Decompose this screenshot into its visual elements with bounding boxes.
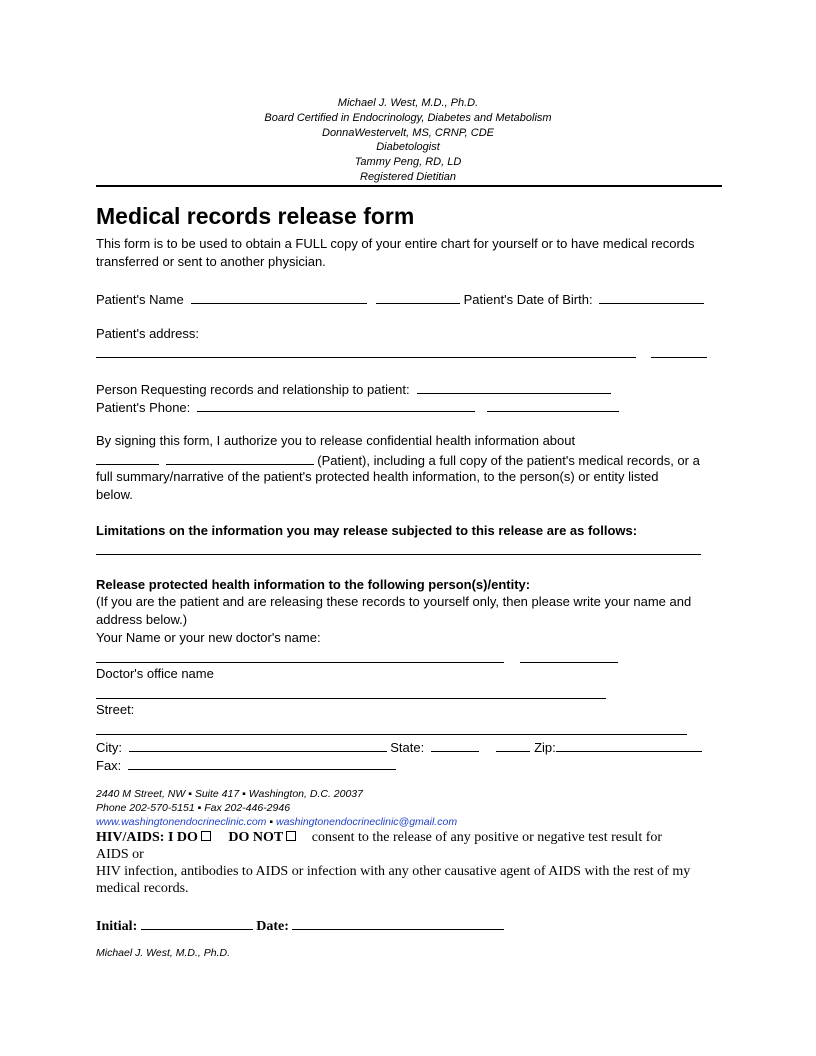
- requester-field[interactable]: [417, 380, 611, 394]
- street-label: Street:: [96, 702, 135, 717]
- practitioner-name: DonnaWestervelt, MS, CRNP, CDE: [322, 127, 494, 139]
- dietitian-role: Registered Dietitian: [360, 171, 456, 183]
- clinic-email-link[interactable]: washingtonendocrineclinic@gmail.com: [275, 816, 458, 828]
- release-note-2: address below.): [96, 612, 188, 627]
- address-zip-field[interactable]: [651, 357, 707, 358]
- clinic-phone: Phone 202-570-5151 ▪ Fax 202-446-2946: [96, 802, 291, 814]
- fax-label: Fax:: [96, 758, 122, 773]
- phone-row: [96, 398, 619, 415]
- state-field[interactable]: [431, 738, 479, 752]
- patient-name-row: [96, 290, 704, 307]
- initial-field[interactable]: [141, 915, 253, 930]
- signature-row: [96, 915, 504, 935]
- doctor-certification: Board Certified in Endocrinology, Diabetes and Metabolism: [264, 112, 552, 124]
- city-field[interactable]: [129, 738, 387, 752]
- phone-field[interactable]: [197, 398, 475, 412]
- requester-label: Person Requesting records and relationship to patient:: [96, 382, 410, 397]
- patient-name-label: Patient's Name: [96, 292, 184, 307]
- address-label: Patient's address:: [96, 326, 199, 341]
- date-label: Date:: [256, 919, 289, 934]
- requester-row: [96, 380, 611, 397]
- page-title: Medical records release form: [96, 203, 415, 229]
- hiv-do-not-label: DO NOT: [228, 830, 284, 845]
- zip-field[interactable]: [556, 738, 702, 752]
- hiv-text-3: HIV infection, antibodies to AIDS or infection with any other causative agent of AIDS with the rest of my: [96, 864, 691, 879]
- clinic-address: 2440 M Street, NW ▪ Suite 417 ▪ Washington, D.C. 20037: [96, 788, 363, 800]
- header-divider: [96, 185, 722, 187]
- fax-row: [96, 756, 396, 773]
- state-label: State:: [390, 740, 425, 755]
- hiv-consent-row: [96, 830, 662, 846]
- intro-line-1: This form is to be used to obtain a FULL copy of your entire chart for yourself or to have medical records: [96, 236, 695, 251]
- clinic-website-link[interactable]: www.washingtonendocrineclinic.com: [96, 816, 267, 828]
- intro-line-2: transferred or sent to another physician.: [96, 254, 326, 269]
- auth-line-2-row: [96, 451, 700, 468]
- dietitian-name: Tammy Peng, RD, LD: [354, 156, 462, 168]
- address-field[interactable]: [96, 357, 636, 358]
- auth-line-2: (Patient), including a full copy of the patient's medical records, or a: [317, 453, 700, 468]
- limitations-field[interactable]: [96, 554, 701, 555]
- hiv-label: HIV/AIDS:: [96, 830, 165, 845]
- practitioner-role: Diabetologist: [376, 141, 440, 153]
- initial-label: Initial:: [96, 919, 138, 934]
- auth-line-4: below.: [96, 487, 133, 502]
- i-do-checkbox[interactable]: [201, 831, 211, 841]
- auth-line-1: By signing this form, I authorize you to release confidential health information about: [96, 433, 576, 448]
- your-name-label: Your Name or your new doctor's name:: [96, 630, 321, 645]
- footer-name: Michael J. West, M.D., Ph.D.: [96, 947, 231, 959]
- do-not-checkbox[interactable]: [286, 831, 296, 841]
- zip-label: Zip:: [534, 740, 556, 755]
- release-note-1: (If you are the patient and are releasing these records to yourself only, then please write your name and: [96, 594, 692, 609]
- your-name-field[interactable]: [96, 662, 504, 663]
- fax-field[interactable]: [128, 756, 396, 770]
- dob-label: Patient's Date of Birth:: [463, 292, 593, 307]
- office-label: Doctor's office name: [96, 666, 214, 681]
- phone-label: Patient's Phone:: [96, 400, 191, 415]
- alt-phone-field[interactable]: [487, 398, 619, 412]
- street-field[interactable]: [96, 734, 687, 735]
- hiv-text-4: medical records.: [96, 881, 189, 896]
- hiv-i-do-label: I DO: [167, 830, 198, 845]
- limitations-label: Limitations on the information you may release subjected to this release are as follows:: [96, 523, 638, 538]
- auth-patient-last-field[interactable]: [166, 451, 314, 465]
- office-field[interactable]: [96, 698, 606, 699]
- state-extra-field[interactable]: [496, 738, 530, 752]
- patient-last-name-field[interactable]: [376, 290, 460, 304]
- clinic-web-row: [96, 816, 457, 828]
- date-field[interactable]: [292, 915, 504, 930]
- patient-first-name-field[interactable]: [191, 290, 367, 304]
- auth-line-3: full summary/narrative of the patient's protected health information, to the person(s) or entity listed: [96, 469, 659, 484]
- your-name-extra-field[interactable]: [520, 662, 618, 663]
- hiv-text-1: consent to the release of any positive or negative test result for: [311, 830, 663, 845]
- dob-field[interactable]: [599, 290, 704, 304]
- hiv-text-2: AIDS or: [96, 847, 144, 862]
- release-label: Release protected health information to the following person(s)/entity:: [96, 577, 531, 592]
- contact-separator: ▪: [266, 816, 276, 828]
- city-row: [96, 738, 702, 755]
- doctor-name: Michael J. West, M.D., Ph.D.: [337, 97, 479, 109]
- city-label: City:: [96, 740, 122, 755]
- auth-patient-first-field[interactable]: [96, 451, 159, 465]
